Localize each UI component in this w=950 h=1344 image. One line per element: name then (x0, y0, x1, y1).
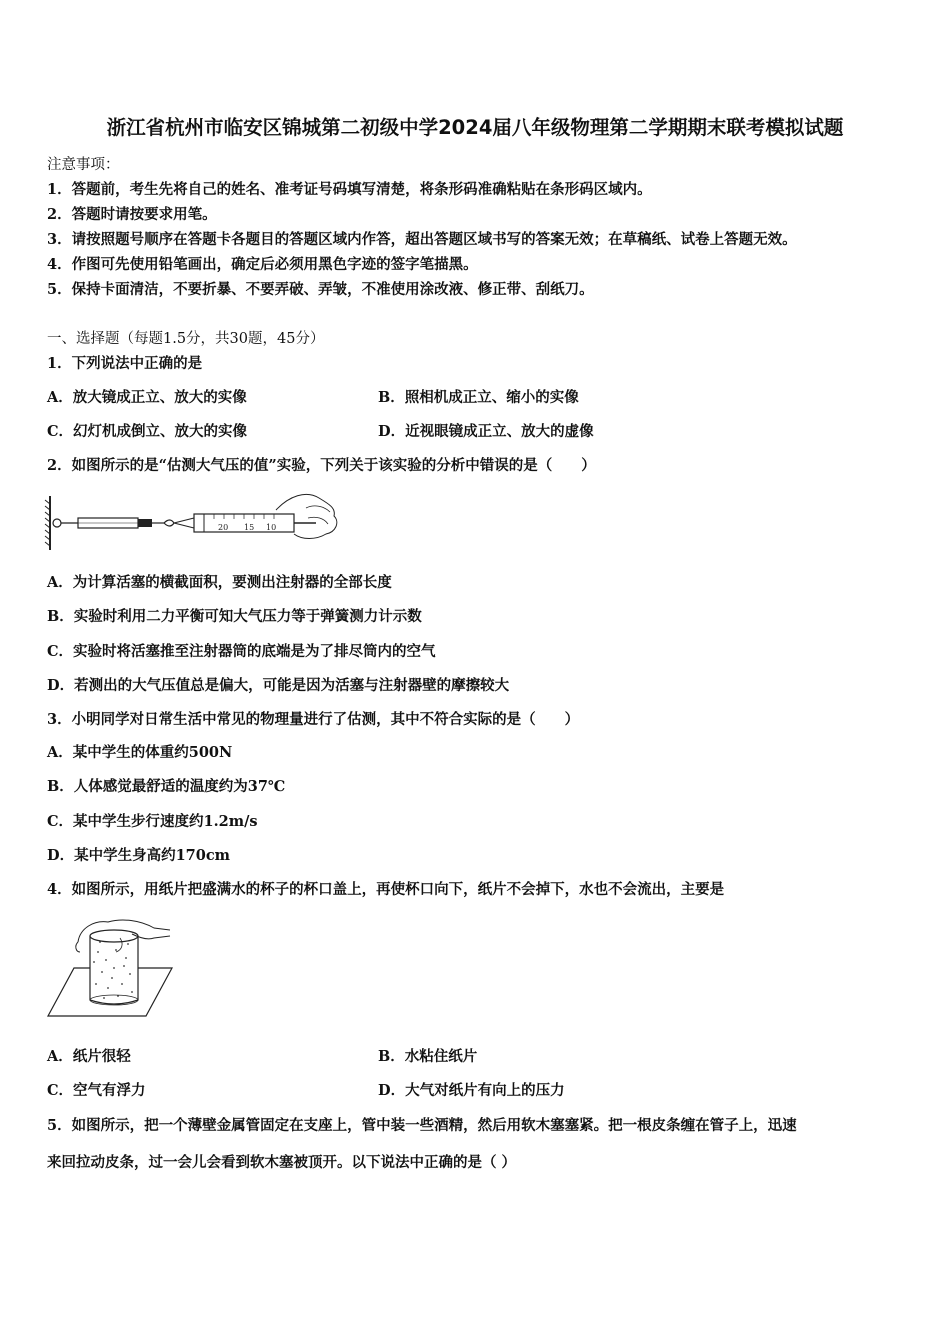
cup-diagram (44, 912, 176, 1022)
notice-item-3: 3．请按照题号顺序在答题卡各题目的答题区域内作答，超出答题区域书写的答案无效；在草稿纸、试卷上答题无效。 (47, 231, 797, 248)
q1-option-a: A．放大镜成正立、放大的实像 (47, 389, 247, 406)
q2-option-c: C．实验时将活塞推至注射器筒的底端是为了排尽筒内的空气 (47, 643, 436, 660)
page-title: 浙江省杭州市临安区锦城第二初级中学2024届八年级物理第二学期期末联考模拟试题 (106, 116, 844, 139)
q1-option-b: B．照相机成正立、缩小的实像 (378, 389, 579, 406)
q1-stem: 1．下列说法中正确的是 (47, 355, 203, 372)
q5-stem-line1: 5．如图所示，把一个薄壁金属管固定在支座上，管中装一些酒精，然后用软木塞塞紧。把一根皮条缠在管子上，迅速 (47, 1117, 797, 1134)
q5-stem-line2: 来回拉动皮条，过一会儿会看到软木塞被顶开。以下说法中正确的是（ ） (47, 1154, 517, 1171)
q3-option-c: C．某中学生步行速度约1.2m/s (47, 813, 258, 830)
q1-option-d: D．近视眼镜成正立、放大的虚像 (378, 423, 594, 440)
q2-option-b: B．实验时利用二力平衡可知大气压力等于弹簧测力计示数 (47, 608, 422, 625)
cup (90, 936, 138, 1004)
notice-heading: 注意事项： (47, 157, 120, 173)
q1-option-c: C．幻灯机成倒立、放大的实像 (47, 423, 248, 440)
notice-item-4: 4．作图可先使用铅笔画出，确定后必须用黑色字迹的签字笔描黑。 (47, 256, 478, 273)
q4-option-d: D．大气对纸片有向上的压力 (378, 1082, 565, 1099)
q3-option-d: D．某中学生身高约170cm (47, 847, 231, 864)
notice-item-5: 5．保持卡面清洁，不要折暴、不要弄破、弄皱，不准使用涂改液、修正带、刮纸刀。 (47, 281, 594, 298)
q3-stem: 3．小明同学对日常生活中常见的物理量进行了估测，其中不符合实际的是（ ） (47, 711, 580, 728)
tick-label-20: 20 (218, 523, 229, 532)
q4-option-a: A．纸片很轻 (47, 1048, 131, 1065)
q2-option-a: A．为计算活塞的横截面积，要测出注射器的全部长度 (47, 574, 392, 591)
syringe-diagram (44, 488, 344, 552)
q4-cup-figure (44, 912, 176, 1022)
q3-option-a: A．某中学生的体重约500N (47, 744, 233, 761)
q4-option-b: B．水粘住纸片 (378, 1048, 478, 1065)
q2-syringe-figure (44, 488, 344, 552)
q2-stem: 2．如图所示的是“估测大气压的值”实验，下列关于该实验的分析中错误的是（ ） (47, 457, 596, 474)
q4-stem: 4．如图所示，用纸片把盛满水的杯子的杯口盖上，再使杯口向下，纸片不会掉下，水也不会流出，主要是 (47, 881, 725, 898)
q4-option-c: C．空气有浮力 (47, 1082, 146, 1099)
q3-option-b: B．人体感觉最舒适的温度约为37℃ (47, 778, 286, 795)
section-heading: 一、选择题（每题1.5分，共30题，45分） (47, 331, 325, 347)
q2-option-d: D．若测出的大气压值总是偏大，可能是因为活塞与注射器壁的摩擦较大 (47, 677, 510, 694)
tick-label-10: 10 (266, 523, 277, 532)
notice-item-2: 2．答题时请按要求用笔。 (47, 206, 217, 223)
notice-item-1: 1．答题前，考生先将自己的姓名、准考证号码填写清楚，将条形码准确粘贴在条形码区域内。 (47, 181, 652, 198)
tick-label-15: 15 (244, 523, 255, 532)
